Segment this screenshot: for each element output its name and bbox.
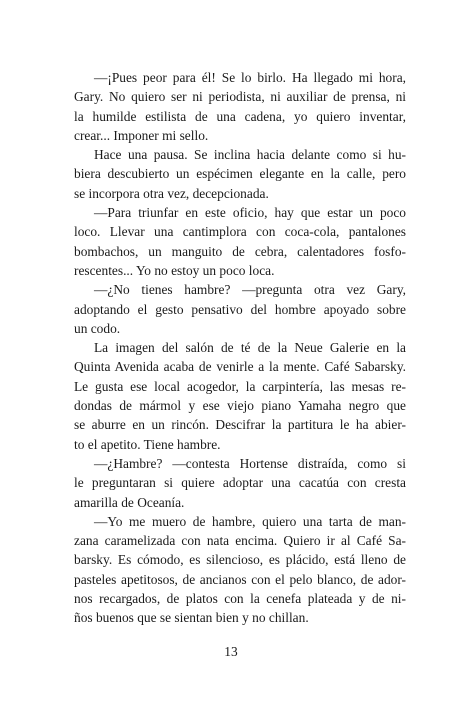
text-line: rescentes... Yo no estoy un poco loca. (74, 262, 275, 278)
text-line: Le gusta ese local acogedor, la carpintería, las mesas re- (74, 378, 406, 394)
paragraph (74, 512, 406, 628)
paragraph (74, 203, 406, 280)
text-line: bombachos, un manguito de cebra, calentadores fosfo- (74, 243, 406, 259)
text-line: —¡Pues peor para él! Se lo birlo. Ha llegado mi hora, (94, 70, 406, 85)
text-line: la humilde estilista de una cadena, yo quiero inventar, (74, 108, 406, 124)
text-line: zana caramelizada con nata encima. Quiero ir al Café Sa- (74, 533, 406, 549)
text-line: biera descubierto un espécimen elegante en la calle, pero (74, 166, 406, 182)
paragraph (74, 68, 406, 145)
text-line: amarilla de Oceanía. (74, 494, 185, 510)
text-line: Gary. No quiero ser ni periodista, ni auxiliar de prensa, ni (74, 89, 406, 105)
text-line: —¿Hambre? —contesta Hortense distraída, como si (94, 455, 406, 471)
paragraph (74, 338, 406, 454)
text-line: Hace una pausa. Se inclina hacia delante como si hu- (94, 147, 406, 163)
text-line: dondas de mármol y ese viejo piano Yamaha negro que (74, 398, 406, 414)
text-line: adoptando el gesto pensativo del hombre apoyado sobre (74, 301, 406, 317)
body-text (74, 68, 406, 628)
paragraph (74, 280, 406, 338)
text-line: ños buenos que se sientan bien y no chillan. (74, 610, 309, 626)
text-line: se incorpora otra vez, decepcionada. (74, 185, 269, 201)
text-line: to el apetito. Tiene hambre. (74, 436, 221, 452)
text-line: Quinta Avenida acaba de venirle a la mente. Café Sabarsky. (74, 359, 406, 375)
text-line: —Yo me muero de hambre, quiero una tarta de man- (94, 513, 406, 529)
text-line: le preguntaran si quiere adoptar una cacatúa con cresta (74, 475, 406, 491)
text-line: se aburre en un rincón. Descifrar la partitura le ha abier- (74, 417, 406, 433)
text-line: La imagen del salón de té de la Neue Galerie en la (94, 340, 406, 356)
text-line: —¿No tienes hambre? —pregunta otra vez Gary, (94, 282, 406, 298)
text-line: un codo. (74, 320, 121, 336)
paragraph (74, 145, 406, 203)
text-line: nos recargados, de platos con la cenefa plateada y de ni- (74, 591, 406, 607)
page-number: 13 (224, 644, 238, 659)
text-line: loco. Llevar una cantimplora con coca-cola, pantalones (74, 224, 406, 240)
text-line: crear... Imponer mi sello. (74, 127, 209, 143)
text-line: —Para triunfar en este oficio, hay que estar un poco (94, 205, 406, 221)
text-line: pasteles apetitosos, de ancianos con el pelo blanco, de ador- (74, 571, 406, 587)
text-line: barsky. Es cómodo, es silencioso, es plácido, está lleno de (74, 552, 406, 568)
paragraph (74, 454, 406, 512)
